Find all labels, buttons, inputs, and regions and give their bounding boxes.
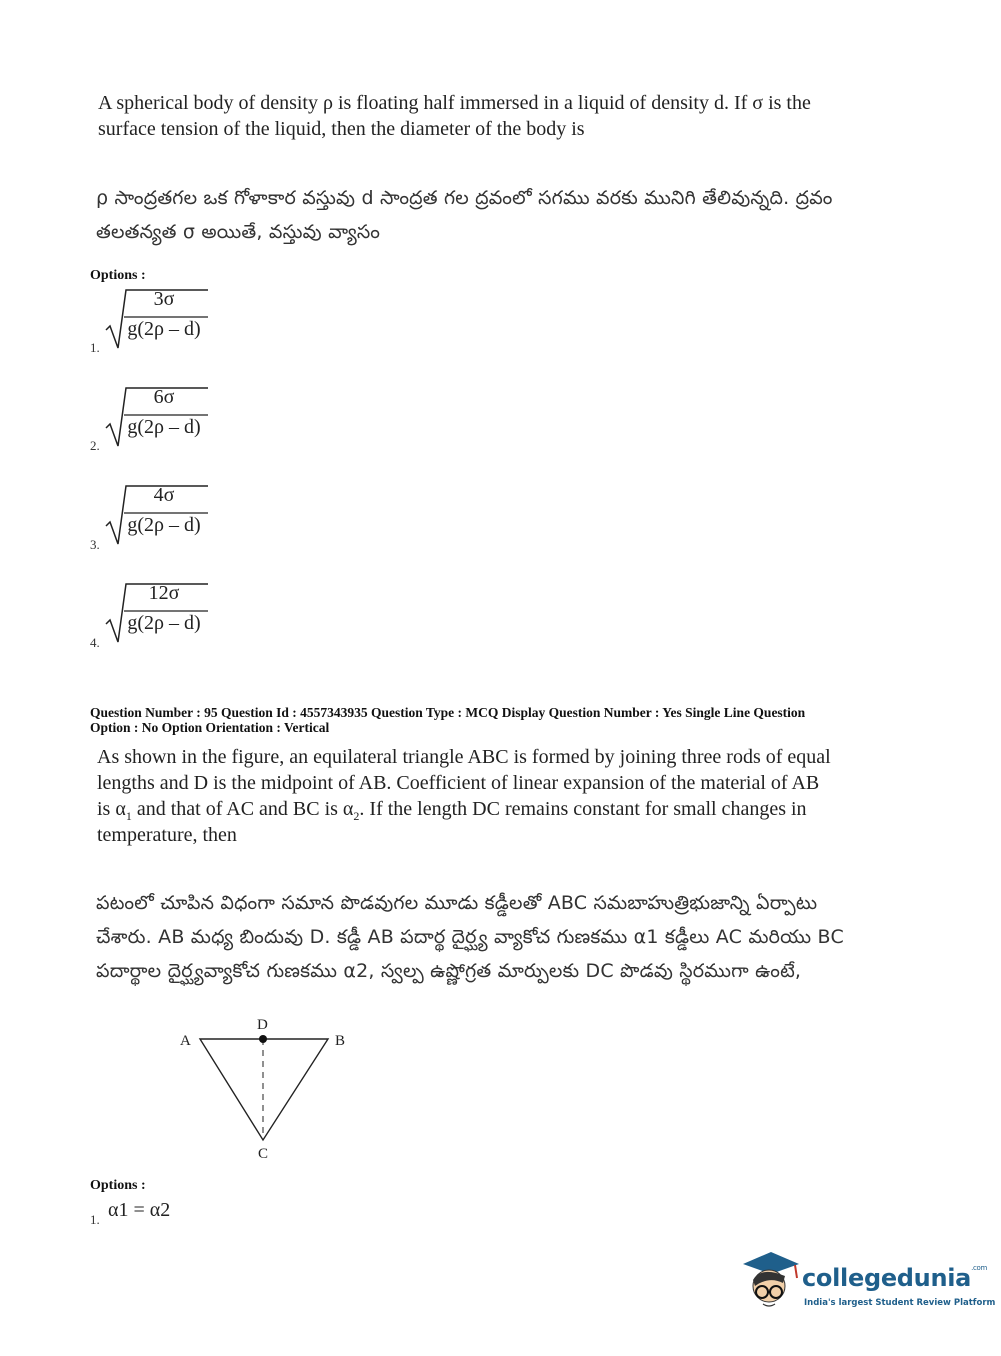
option-radical-expression[interactable]: [104, 580, 224, 646]
q94-english-line1: A spherical body of density ρ is floating half immersed in a liquid of density d. If σ is the: [98, 92, 811, 114]
q95-english-line2: lengths and D is the midpoint of AB. Coefficient of linear expansion of the material of AB: [97, 772, 820, 794]
option-numerator: 12σ: [148, 582, 180, 604]
option-denominator: g(2ρ – d): [127, 318, 201, 340]
brand-tagline: India's largest Student Review Platform: [804, 1298, 996, 1308]
mascot-logo-icon: [741, 1250, 801, 1312]
option-denominator: g(2ρ – d): [127, 416, 201, 438]
q95-telugu-line3: పదార్థాల దైర్ఘ్యవ్యాకోచ గుణకము α2, స్వల్ప ఉష్ణోగ్రత మార్పులకు DC పొడవు స్థిరముగా ఉంటే,: [96, 960, 802, 982]
option-numerator: 3σ: [153, 288, 175, 310]
q95-text-part: is α: [97, 798, 126, 820]
option-denominator: g(2ρ – d): [127, 612, 201, 634]
option-number: 3.: [90, 537, 100, 552]
option-number: 1.: [90, 340, 100, 355]
option-numerator: 4σ: [153, 484, 175, 506]
midpoint-d-dot: [259, 1035, 267, 1043]
alpha-subscript: 1: [125, 809, 132, 823]
q94-telugu-line1: ρ సాంద్రతగల ఒక గోళాకార వస్తువు d సాంద్రత గల ద్రవంలో సగము వరకు మునిగి తేలివున్నది. ద్రవం: [96, 187, 833, 209]
q95-telugu-line1: పటంలో చూపిన విధంగా సమాన పొడవుగల మూడు కడ్డీలతో ABC సమబాహుత్రిభుజాన్ని ఏర్పాటు: [96, 892, 818, 914]
q94-options-label: Options :: [90, 268, 146, 283]
q95-english-line1: As shown in the figure, an equilateral triangle ABC is formed by joining three rods of equal: [97, 746, 831, 768]
triangle-figure: [170, 1012, 370, 1167]
alpha-subscript: 2: [353, 809, 360, 823]
brand-name[interactable]: collegedunia$^{.com}$: [802, 1264, 988, 1292]
option-radical-expression[interactable]: [104, 384, 224, 450]
q95-meta-line2: Option : No Option Orientation : Vertical: [90, 720, 330, 735]
label-b: B: [335, 1033, 346, 1049]
option-number: 1.: [90, 1212, 100, 1227]
option-radical-expression[interactable]: [104, 286, 224, 352]
q95-option1[interactable]: α1 = α2: [108, 1199, 171, 1221]
option-denominator: g(2ρ – d): [127, 514, 201, 536]
option-number: 2.: [90, 438, 100, 453]
option-numerator: 6σ: [153, 386, 175, 408]
q95-telugu-line2: చేశారు. AB మధ్య బిందువు D. కడ్డీ AB పదార్థ దైర్ఘ్య వ్యాకోచ గుణకము α1 కడ్డీలు AC మరియు BC: [96, 926, 844, 948]
option-number: 4.: [90, 635, 100, 650]
q95-options-label: Options :: [90, 1178, 146, 1193]
option-radical-expression[interactable]: [104, 482, 224, 548]
q94-telugu-line2: తలతన్యత σ అయితే, వస్తువు వ్యాసం: [96, 221, 381, 243]
brand-suffix: .com: [971, 1264, 988, 1272]
q94-english-line2: surface tension of the liquid, then the diameter of the body is: [98, 118, 585, 140]
label-a: A: [180, 1033, 191, 1049]
label-c: C: [258, 1146, 269, 1162]
q95-meta-line1: Question Number : 95 Question Id : 4557343935 Question Type : MCQ Display Question Number : Yes Single Line Question: [90, 705, 806, 720]
q95-text-part: and that of AC and BC is α: [131, 798, 354, 820]
triangle-abc: [200, 1039, 328, 1140]
q95-text-part: . If the length DC remains constant for small changes in: [359, 798, 807, 820]
label-d: D: [257, 1017, 268, 1033]
q95-english-line4: temperature, then: [97, 824, 237, 846]
